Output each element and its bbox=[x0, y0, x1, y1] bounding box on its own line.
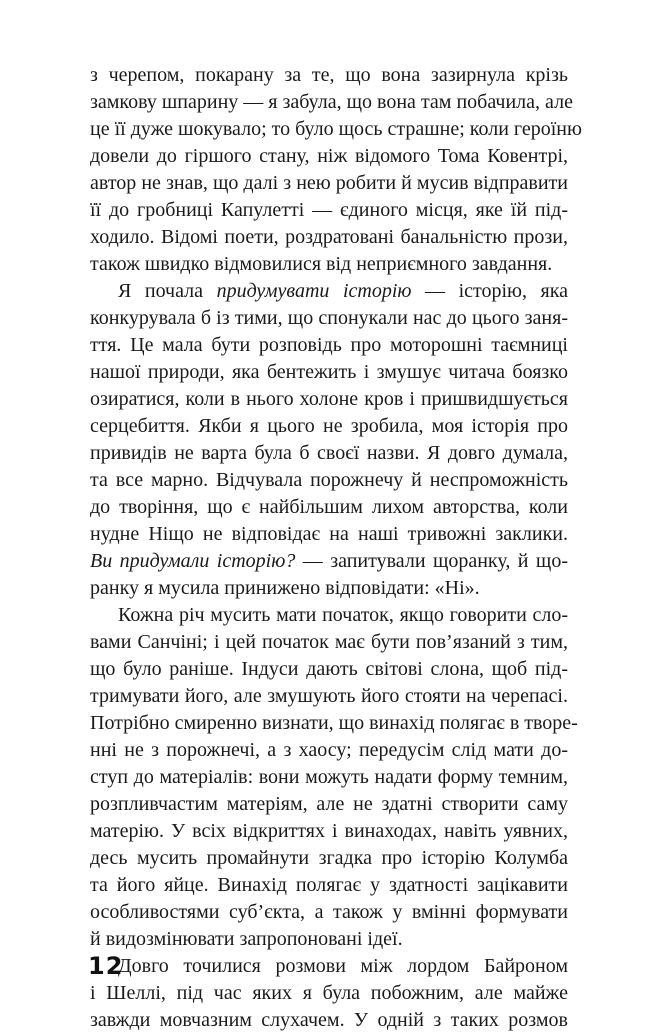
paragraph-1 bbox=[90, 62, 582, 278]
text-line: Кожна річ мусить мати початок, якщо говорити сло- bbox=[118, 604, 568, 626]
text-line: її до гробниці Капулетті — єдиного місця, яке їй під- bbox=[90, 199, 568, 221]
text-line: до творіння, що є найбільшим лихом авторства, коли bbox=[90, 496, 568, 518]
text-line: довели до гіршого стану, ніж відомого Тома Ковентрі, bbox=[90, 145, 568, 167]
text-line: та його яйце. Винахід полягає у здатності зацікавити bbox=[90, 874, 568, 896]
text-line: та все марно. Відчувала порожнечу й неспроможність bbox=[90, 469, 568, 491]
text-line: конкурувала б із тими, що спонукали нас до цього заня- bbox=[90, 307, 568, 329]
text-line: озиратися, коли в нього холоне кров і пришвидшується bbox=[90, 388, 568, 410]
text-line: матерію. У всіх відкриттях і винаходах, навіть уявних, bbox=[90, 820, 568, 842]
text-line: це її дуже шокувало; то було щось страшне; коли героїню bbox=[90, 118, 582, 140]
paragraph-4 bbox=[90, 953, 568, 1034]
text-line: ходило. Відомі поети, роздратовані банальністю прози, bbox=[90, 226, 568, 248]
paragraph-2 bbox=[90, 278, 568, 602]
text-line: Я почала придумувати історію — історію, яка bbox=[118, 280, 568, 302]
text-line: й видозмінювати запропоновані ідеї. bbox=[90, 928, 403, 950]
text-line: вами Санчіні; і цей початок має бути пов’язаний з тим, bbox=[90, 631, 568, 653]
text-line: завжди мовчазним слухачем. У одній з таких розмов bbox=[90, 1009, 568, 1031]
text-line: нашої природи, яка бентежить і змушує читача боязко bbox=[90, 361, 568, 383]
page-number: 12 bbox=[88, 952, 124, 980]
italic-phrase: Ви придумали історію? bbox=[90, 550, 296, 572]
text-line: ступ до матеріалів: вони можуть надати форму темним, bbox=[90, 766, 568, 788]
page-body bbox=[90, 62, 582, 1034]
text-line: Ви придумали історію? — запитували щоранку, й що- bbox=[90, 550, 568, 572]
text-line: ранку я мусила принижено відповідати: «Ні». bbox=[90, 577, 480, 599]
text-line: розпливчастим матеріям, але не здатні створити саму bbox=[90, 793, 568, 815]
text-line: також швидко відмовилися від неприємного завдання. bbox=[90, 253, 553, 275]
text-line: автор не знав, що далі з нею робити й мусив відправити bbox=[90, 172, 568, 194]
text-line: Довго точилися розмови між лордом Байроном bbox=[118, 955, 568, 977]
text-line: і Шеллі, під час яких я була побожним, але майже bbox=[90, 982, 568, 1004]
text-line: Потрібно смиренно визнати, що винахід полягає в творе- bbox=[90, 712, 578, 734]
text-line: тримувати його, але змушують його стояти на черепасі. bbox=[90, 685, 568, 707]
paragraph-3 bbox=[90, 602, 578, 953]
text-line: з черепом, покарану за те, що вона зазирнула крізь bbox=[90, 64, 568, 86]
text-line: нні не з порожнечі, а з хаосу; передусім слід мати до- bbox=[90, 739, 568, 761]
text-line: особливостями суб’єкта, а також у вмінні формувати bbox=[90, 901, 568, 923]
text-line: ття. Це мала бути розповідь про моторошні таємниці bbox=[90, 334, 568, 356]
text-line: десь мусить промайнути згадка про історію Колумба bbox=[90, 847, 568, 869]
text-line: замкову шпарину — я забула, що вона там побачила, але bbox=[90, 91, 573, 113]
text-line: нудне Ніщо не відповідає на наші тривожні заклики. bbox=[90, 523, 568, 545]
text-line: привидів не варта була б своєї назви. Я довго думала, bbox=[90, 442, 568, 464]
text-line: серцебиття. Якби я цього не зробила, моя історія про bbox=[90, 415, 568, 437]
text-line: що було раніше. Індуси дають світові слона, щоб під- bbox=[90, 658, 568, 680]
italic-phrase: придумувати історію bbox=[216, 280, 412, 302]
